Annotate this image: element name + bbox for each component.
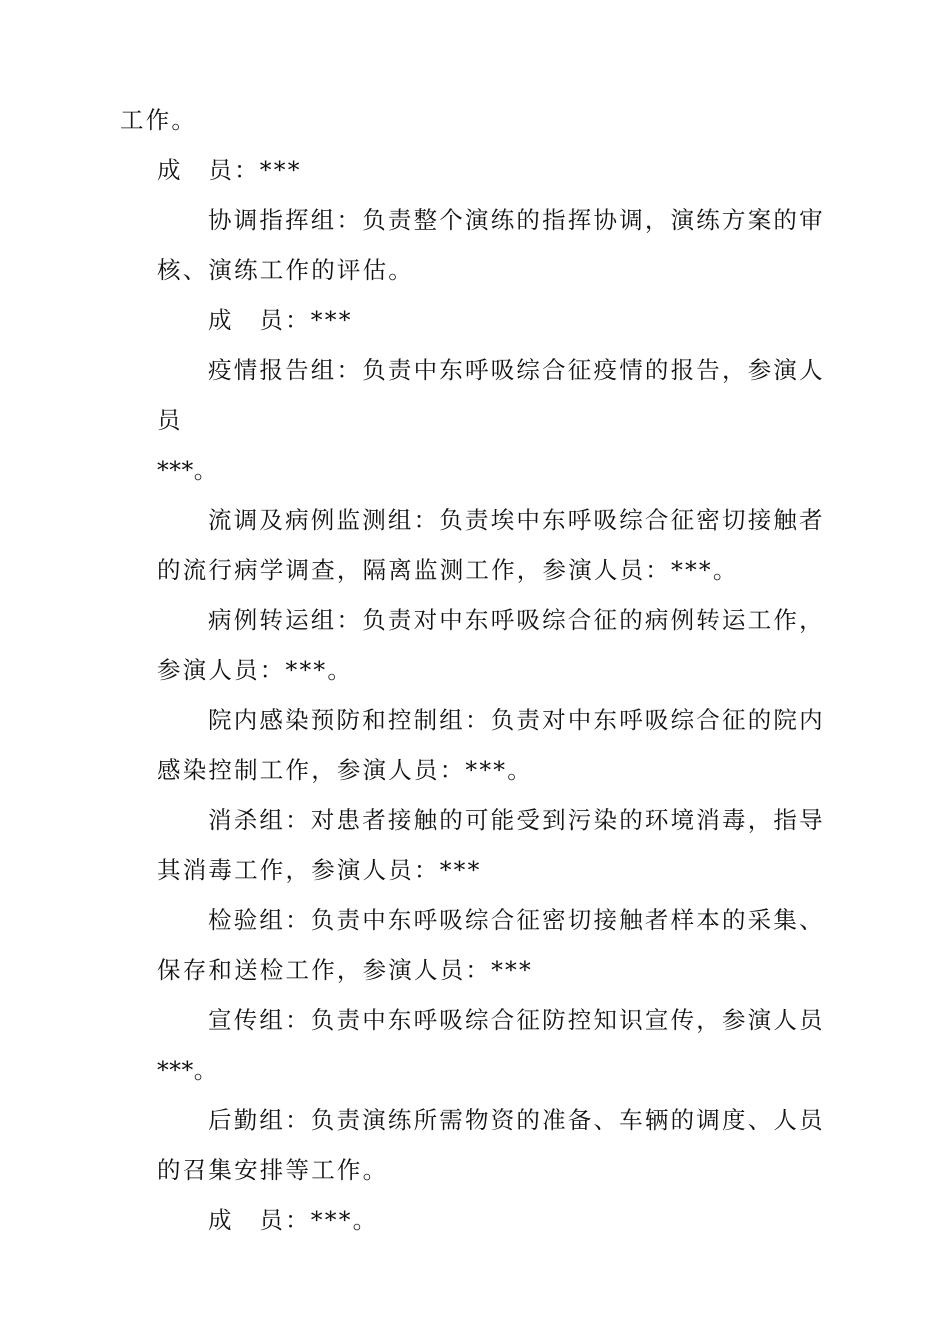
paragraph-line: 其消毒工作，参演人员：*** [157, 856, 482, 884]
paragraph-line: 检验组：负责中东呼吸综合征密切接触者样本的采集、 [208, 906, 825, 934]
paragraph-line: 协调指挥组：负责整个演练的指挥协调，演练方案的审 [208, 206, 825, 234]
paragraph-line: 院内感染预防和控制组：负责对中东呼吸综合征的院内 [208, 706, 825, 734]
paragraph-line: 核、演练工作的评估。 [157, 256, 414, 284]
paragraph-line: 后勤组：负责演练所需物资的准备、车辆的调度、人员 [208, 1106, 825, 1134]
paragraph-line: ***。 [157, 1056, 218, 1084]
member-line: 成 员：*** [208, 306, 353, 334]
paragraph-line: 的流行病学调查，隔离监测工作，参演人员：***。 [157, 556, 739, 584]
paragraph-line: 消杀组：对患者接触的可能受到污染的环境消毒，指导 [208, 806, 825, 834]
paragraph-line: 的召集安排等工作。 [157, 1156, 389, 1184]
member-line: 成 员：*** [157, 156, 302, 184]
paragraph-line: 疫情报告组：负责中东呼吸综合征疫情的报告，参演人 [208, 356, 825, 384]
paragraph-line: 宣传组：负责中东呼吸综合征防控知识宣传，参演人员 [208, 1006, 825, 1034]
paragraph-line: 病例转运组：负责对中东呼吸综合征的病例转运工作， [208, 606, 825, 634]
paragraph-line: 流调及病例监测组：负责埃中东呼吸综合征密切接触者 [208, 506, 825, 534]
paragraph-line: ***。 [157, 456, 218, 484]
text-line: 工作。 [120, 106, 198, 134]
paragraph-line: 参演人员：***。 [157, 656, 354, 684]
paragraph-line: 员 [157, 406, 183, 434]
member-line: 成 员：***。 [208, 1206, 379, 1234]
paragraph-line: 感染控制工作，参演人员：***。 [157, 756, 533, 784]
paragraph-line: 保存和送检工作，参演人员：*** [157, 956, 533, 984]
